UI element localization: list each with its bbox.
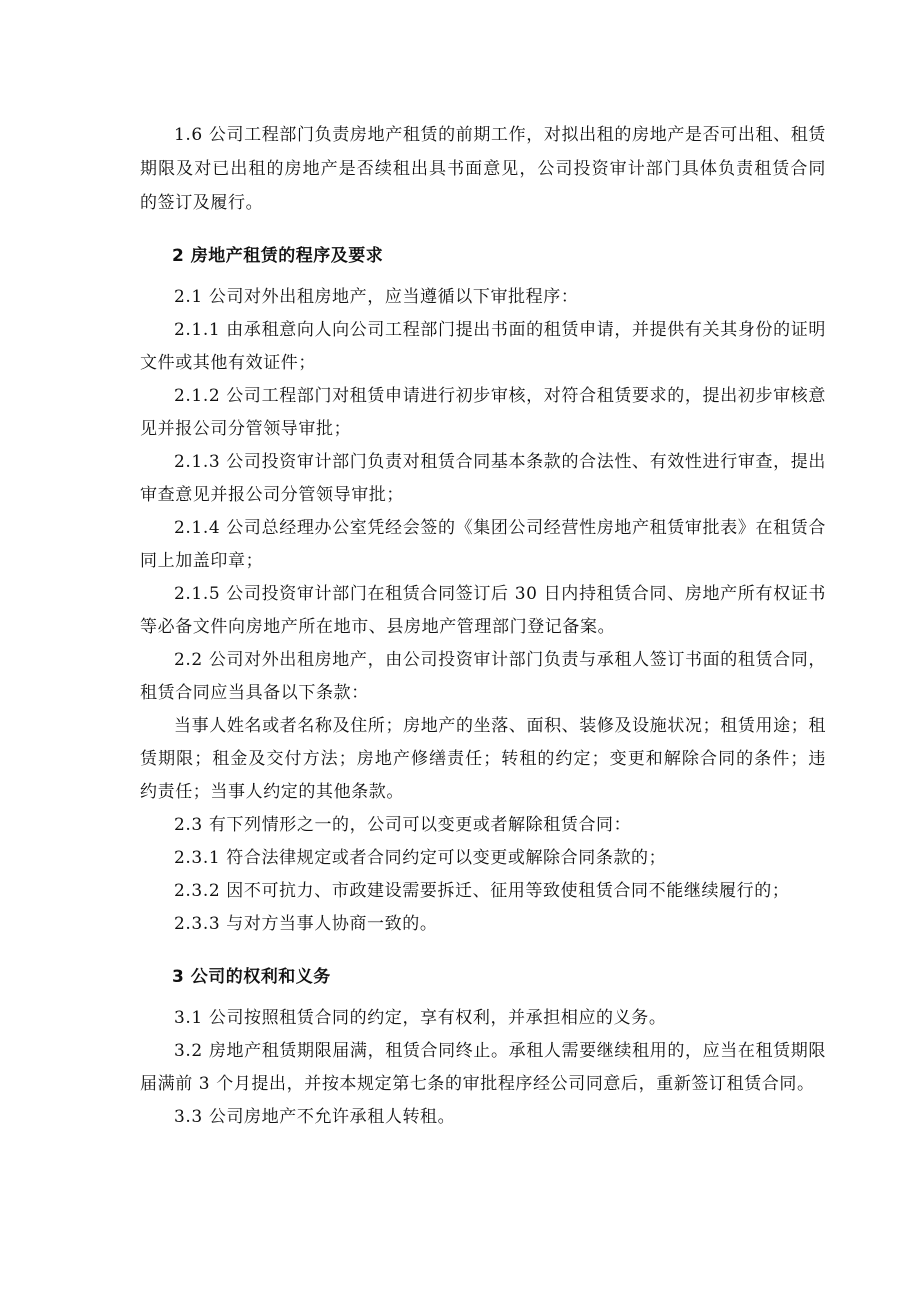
clause-2-3-1: 2.3.1 符合法律规定或者合同约定可以变更或解除合同条款的；	[174, 848, 667, 868]
clause-2-1-4: 2.1.4 公司总经理办公室凭经会签的《集团公司经营性房地产租赁审批表》在租赁合同上加盖印章；	[140, 518, 826, 571]
clause-2-3-3: 2.3.3 与对方当事人协商一致的。	[174, 914, 438, 934]
clause-2-1-2: 2.1.2 公司工程部门对租赁申请进行初步审核，对符合租赁要求的，提出初步审核意见并报公司分管领导审批；	[140, 386, 826, 439]
clause-2-1-1: 2.1.1 由承租意向人向公司工程部门提出书面的租赁申请，并提供有关其身份的证明文件或其他有效证件；	[140, 320, 826, 373]
clause-2-2: 2.2 公司对外出租房地产，由公司投资审计部门负责与承租人签订书面的租赁合同，租赁合同应当具备以下条款：	[140, 650, 826, 703]
clause-2-2-items: 当事人姓名或者名称及住所；房地产的坐落、面积、装修及设施状况；租赁用途；租赁期限；租金及交付方法；房地产修缮责任；转租的约定；变更和解除合同的条件；违约责任；当事人约定的其他条款。	[140, 716, 826, 802]
section-heading-2: 2 房地产租赁的程序及要求	[172, 246, 384, 266]
section-heading-3: 3 公司的权利和义务	[172, 967, 331, 987]
document-body	[140, 118, 826, 1134]
clause-2-3-2: 2.3.2 因不可抗力、市政建设需要拆迁、征用等致使租赁合同不能继续履行的；	[174, 881, 790, 901]
clause-2-3: 2.3 有下列情形之一的，公司可以变更或者解除租赁合同：	[174, 815, 632, 835]
clause-1-6: 1.6 公司工程部门负责房地产租赁的前期工作，对拟出租的房地产是否可出租、租赁期限及对已出租的房地产是否续租出具书面意见，公司投资审计部门具体负责租赁合同的签订及履行。	[140, 125, 826, 213]
clause-2-1-5: 2.1.5 公司投资审计部门在租赁合同签订后 30 日内持租赁合同、房地产所有权证书等必备文件向房地产所在地市、县房地产管理部门登记备案。	[140, 584, 826, 637]
clause-3-3: 3.3 公司房地产不允许承租人转租。	[174, 1107, 456, 1127]
clause-3-1: 3.1 公司按照租赁合同的约定，享有权利，并承担相应的义务。	[174, 1008, 667, 1028]
clause-3-2: 3.2 房地产租赁期限届满，租赁合同终止。承租人需要继续租用的，应当在租赁期限届满前 3 个月提出，并按本规定第七条的审批程序经公司同意后，重新签订租赁合同。	[140, 1041, 826, 1094]
clause-2-1-3: 2.1.3 公司投资审计部门负责对租赁合同基本条款的合法性、有效性进行审查，提出审查意见并报公司分管领导审批；	[140, 452, 826, 505]
clause-2-1: 2.1 公司对外出租房地产，应当遵循以下审批程序：	[174, 287, 579, 307]
